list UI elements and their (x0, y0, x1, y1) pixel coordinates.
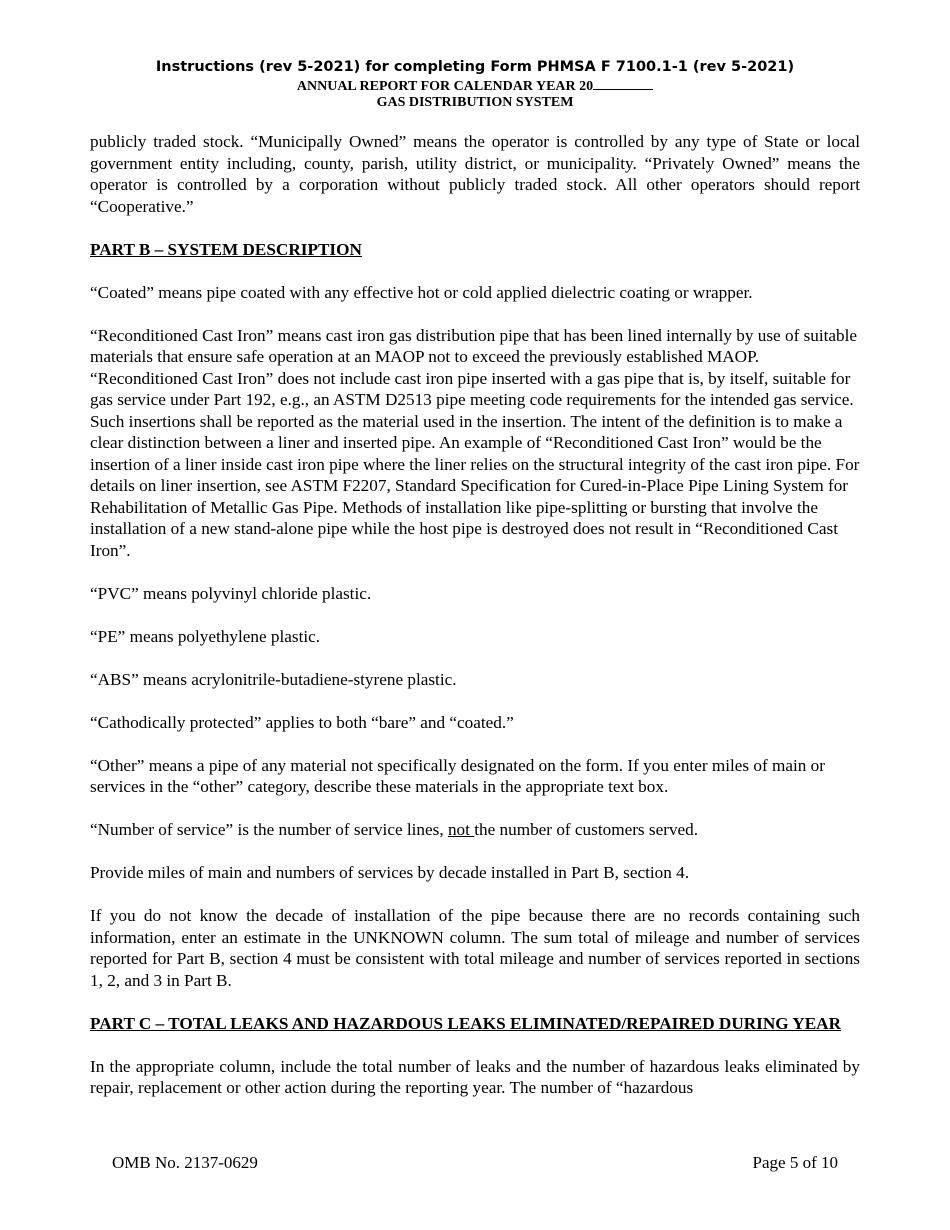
ownership-paragraph: publicly traded stock. “Municipally Owned” means the operator is controlled by any type of State or local government entity including, county, parish, utility district, or municipality. “Privately Owned” means the operator is controlled by a corporation without publicly traded stock. All other operators should report “Cooperative.” (90, 132, 860, 216)
page-number: Page 5 of 10 (752, 1153, 838, 1172)
system-type: GAS DISTRIBUTION SYSTEM (376, 95, 574, 110)
provide-decade-paragraph: Provide miles of main and numbers of services by decade installed in Part B, section 4. (90, 863, 690, 882)
report-year-line (0, 77, 950, 95)
reconditioned-cast-iron-definition: “Reconditioned Cast Iron” means cast iron gas distribution pipe that has been lined internally by use of suitable materials that ensure safe operation at an MAOP not to exceed the previously established MAOP. “Reconditioned Cast Iron” does not include cast iron pipe inserted with a gas pipe that is, by itself, suitable for gas service under Part 192, e.g., an ASTM D2513 pipe meeting code requirements for the intended gas service. Such insertions shall be reported as the material used in the insertion. The intent of the definition is to make a clear distinction between a liner and inserted pipe. An example of “Reconditioned Cast Iron” would be the insertion of a liner inside cast iron pipe where the liner relies on the structural integrity of the cast iron pipe. For details on liner insertion, see ASTM F2207, Standard Specification for Cured-in-Place Pipe Lining System for Rehabilitation of Metallic Gas Pipe. Methods of installation like pipe-splitting or bursting that involve the installation of a new stand-alone pipe while the host pipe is destroyed does not result in “Reconditioned Cast Iron”. (90, 325, 860, 560)
abs-definition: “ABS” means acrylonitrile-butadiene-styrene plastic. (90, 669, 457, 689)
service-text-end: the number of customers served. (474, 820, 699, 839)
pe-definition: “PE” means polyethylene plastic. (90, 626, 321, 646)
document-title: Instructions (rev 5-2021) for completing Form PHMSA F 7100.1-1 (rev 5-2021) (155, 59, 795, 75)
pvc-definition: “PVC” means polyvinyl chloride plastic. (90, 583, 372, 603)
document-body (90, 131, 860, 1120)
omb-number: OMB No. 2137-0629 (112, 1153, 258, 1172)
other-definition: “Other” means a pipe of any material not specifically designated on the form. If you enter miles of main or services in the “other” category, describe these materials in the appropriate text box. (90, 755, 825, 796)
coated-definition: “Coated” means pipe coated with any effective hot or cold applied dielectric coating or wrapper. (90, 282, 753, 302)
number-of-service-definition (90, 819, 860, 841)
part-b-heading: PART B – SYSTEM DESCRIPTION (90, 239, 362, 259)
page-header (0, 58, 950, 111)
cathodic-definition: “Cathodically protected” applies to both “bare” and “coated.” (90, 712, 514, 732)
unknown-decade-paragraph: If you do not know the decade of installation of the pipe because there are no records containing such information, enter an estimate in the UNKNOWN column. The sum total of mileage and number of services reported for Part B, section 4 must be consistent with total mileage and number of services reported in sections 1, 2, and 3 in Part B. (90, 906, 860, 990)
service-emphasis-not: not (447, 820, 475, 839)
service-text-start: “Number of service” is the number of service lines, (90, 820, 448, 839)
report-year-label: ANNUAL REPORT FOR CALENDAR YEAR 20 (296, 79, 594, 94)
year-blank-field[interactable] (593, 77, 653, 90)
part-c-heading: PART C – TOTAL LEAKS AND HAZARDOUS LEAKS ELIMINATED/REPAIRED DURING YEAR (90, 1013, 841, 1033)
part-c-paragraph: In the appropriate column, include the total number of leaks and the number of hazardous leaks eliminated by repair, replacement or other action during the reporting year. The number of “hazardous (90, 1056, 860, 1097)
